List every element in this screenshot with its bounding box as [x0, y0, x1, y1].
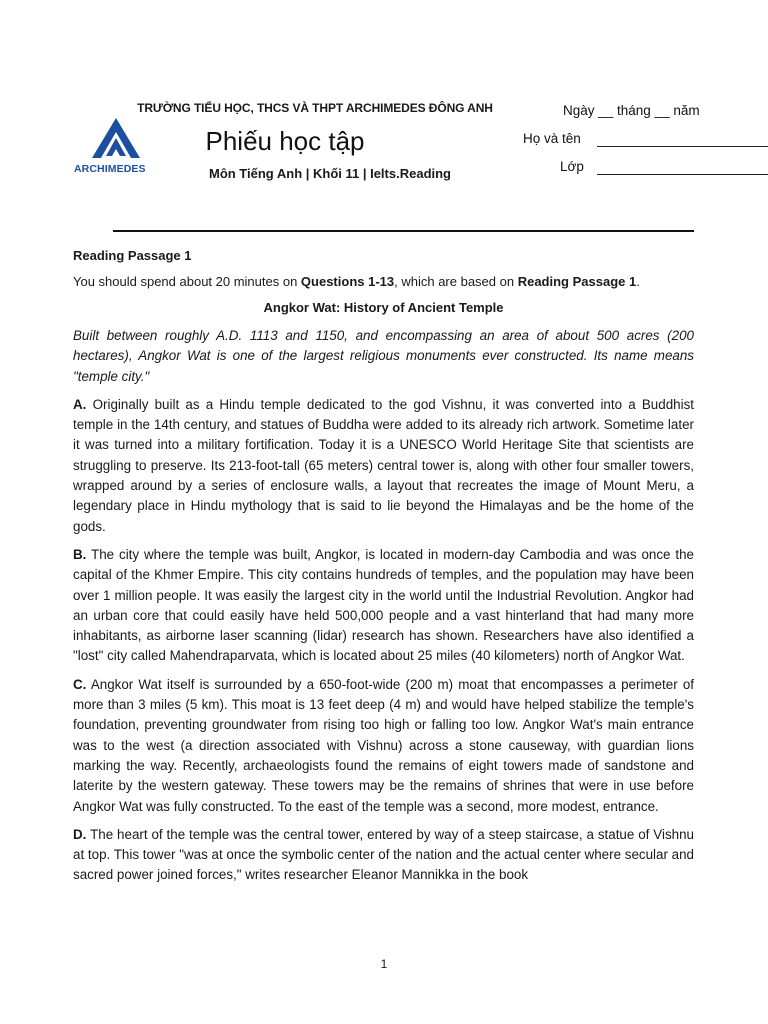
page-title: Phiếu học tập — [205, 126, 365, 156]
paragraph-label: C. — [73, 676, 87, 692]
passage-title: Angkor Wat: History of Ancient Temple — [263, 300, 504, 315]
archimedes-logo — [74, 116, 160, 176]
date-line: Ngày __ tháng __ năm — [563, 103, 700, 118]
paragraph-text: The city where the temple was built, Angkor, is located in modern-day Cambodia and was once the capital of the Khmer Empire. This city contains hundreds of temples, and the population may have been over 1 million people. It was easily the largest city in the world until the Industrial Revolution. Angkor had an urban core that could easily have held 500,000 people and a vast hinterland that had many more inhabitants, as airborne laser scanning (lidar) research has shown. Researchers have also identified a "lost" city called Mahendraparvata, which is located about 25 miles (40 kilometers) north of Angkor Wat. — [73, 546, 694, 664]
paragraph-d — [73, 825, 694, 886]
paragraph-text: Angkor Wat itself is surrounded by a 650-foot-wide (200 m) moat that encompasses a perimeter of more than 3 miles (5 km). This moat is 13 feet deep (4 m) and would have helped stabilize the temple's foundation, preventing groundwater from rising too high or falling too low. Angkor Wat's main entrance was to the west (a direction associated with Vishnu) across a stone causeway, with guardian lions marking the way. Recently, archaeologists found the remains of eight towers made of sandstone and laterite by the western gateway. These towers may be the remains of shrines that were in use before Angkor Wat was fully constructed. To the east of the temple was a second, more modest, entrance. — [73, 676, 694, 814]
paragraph-label: A. — [73, 396, 87, 412]
instruction-questions: Questions 1-13 — [300, 274, 395, 289]
page-number: 1 — [380, 957, 388, 971]
passage-intro: Built between roughly A.D. 1113 and 1150, and encompassing an area of about 500 acres (200 hectares), Angkor Wat is one of the largest religious monuments ever constructed. Its name means "temple city." — [73, 328, 694, 384]
class-blank[interactable] — [597, 174, 768, 175]
paragraph-b — [73, 545, 694, 667]
paragraph-text: Originally built as a Hindu temple dedicated to the god Vishnu, it was converted into a Buddhist temple in the 14th century, and statues of Buddha were added to its already rich artwork. Sometime later it was turned into a military fortification. Today it is a UNESCO World Heritage Site that scientists are struggling to preserve. Its 213-foot-tall (65 meters) central tower is, along with other four smaller towers, wrapped around by a series of enclosure walls, a layout that recreates the image of Mount Meru, a legendary place in Hindu mythology that is said to lie beyond the Himalayas and be the home of the gods. — [73, 396, 694, 534]
paragraph-label: D. — [73, 826, 87, 842]
section-title: Reading Passage 1 — [73, 248, 192, 263]
logo-triangle-icon — [90, 116, 142, 162]
class-label: Lớp — [560, 159, 584, 174]
instruction-text: You should spend about 20 minutes on — [73, 274, 301, 289]
school-name: TRƯỜNG TIỂU HỌC, THCS VÀ THPT ARCHIMEDES ĐÔNG ANH — [137, 101, 493, 115]
paragraph-a — [73, 395, 694, 537]
name-blank[interactable] — [597, 146, 768, 147]
instruction — [73, 272, 694, 292]
instruction-text-end: . — [636, 274, 640, 289]
paragraph-label: B. — [73, 546, 87, 562]
name-label: Họ và tên — [523, 131, 581, 146]
worksheet-body — [73, 246, 694, 894]
logo-text: ARCHIMEDES — [74, 163, 146, 175]
instruction-text-mid: , which are based on — [394, 274, 518, 289]
instruction-passage: Reading Passage 1 — [517, 274, 637, 289]
header-divider — [113, 230, 694, 232]
paragraph-c — [73, 675, 694, 817]
subject-line: Môn Tiếng Anh | Khối 11 | Ielts.Reading — [208, 166, 452, 181]
paragraph-text: The heart of the temple was the central tower, entered by way of a steep staircase, a statue of Vishnu at top. This tower "was at once the symbolic center of the nation and the actual center where secular and sacred power joined forces," writes researcher Eleanor Mannikka in the book — [73, 826, 694, 883]
